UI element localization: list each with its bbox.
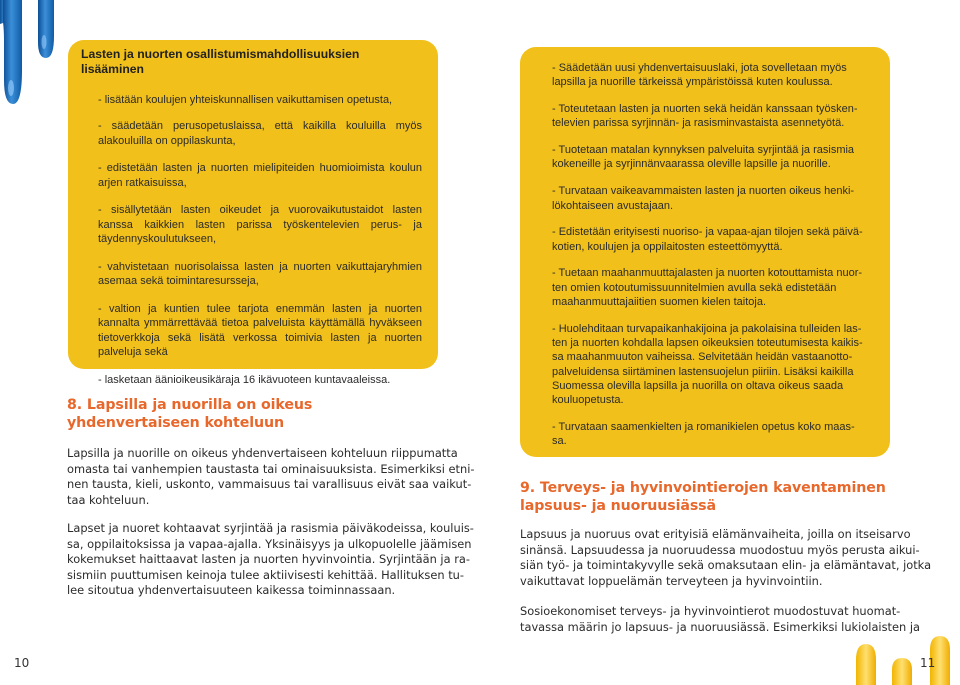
list-item: - vahvistetaan nuorisolaissa lasten ja nuorten vaikuttajaryhmien asemaa sekä toimintaresursseja, <box>98 260 422 288</box>
box-title: Lasten ja nuorten osallistumismahdollisuuksien lisääminen <box>81 47 360 76</box>
list-item: - lasketaan äänioikeusikäraja 16 ikävuoteen kuntavaaleissa. <box>98 373 391 386</box>
section-9-paragraph-2: Sosioekonomiset terveys- ja hyvinvointierot muodostuvat huomat- tavassa määrin jo lapsuus- ja nuoruusiässä. Esimerkiksi lukiolaisten ja <box>520 604 920 634</box>
list-item: - Tuetaan maahanmuuttajalasten ja nuorten kotouttamista nuor- ten omien kotoutumissuunnitelmien avulla sekä edistetään maahanmuuttajaiitien suomen kielen taitoja. <box>552 267 863 309</box>
blue-paint-drip-decoration <box>0 0 70 110</box>
page-number-left: 10 <box>14 656 30 670</box>
section-8-paragraph-1: Lapsilla ja nuorille on oikeus yhdenvertaiseen kohteluun riippumatta omasta tai vanhempien taustasta tai ominaisuuksista. Esimerkiksi etni- nen tausta, kieli, uskonto, vammaisuus tai varallisuus eivät saa vaikut- taa kohteluun. <box>67 446 475 507</box>
page-number-right: 11 <box>920 656 936 670</box>
list-item: - säädetään perusopetuslaissa, että kaikilla kouluilla myös alakouluilla on oppilaskunta, <box>98 120 422 147</box>
list-item: - Säädetään uusi yhdenvertaisuuslaki, jota sovelletaan myös lapsilla ja nuorille tärkeissä ympäristöissä kuten koulussa. <box>552 62 847 89</box>
list-item: - Turvataan vaikeavammaisten lasten ja nuorten oikeus henki- lökohtaiseen avustajaan. <box>552 185 855 212</box>
list-item: - Turvataan saamenkielten ja romanikielen opetus koko maas- sa. <box>552 421 855 448</box>
section-9-paragraph-1: Lapsuus ja nuoruus ovat erityisiä elämänvaiheita, joilla on itseisarvo sinänsä. Lapsuudessa ja nuoruudessa muodostuu myös perusta aikui- siän työ- ja toimintakyvylle sekä omaksutaan elin- ja elämäntavat, jotka vaikuttavat loppuelämän terveyteen ja hyvinvointiin. <box>520 527 932 588</box>
equality-measures-box <box>520 47 890 457</box>
list-item: - Huolehditaan turvapaikanhakijoina ja pakolaisina tulleiden las- ten ja nuorten kohdalla lapsen oikeuksien toteutumisesta kaikis- sa maahanmuuton vaiheissa. Selvitetään heidän vastaanotto- palveluidensa siirtäminen lastensuojelun piiriin. Lisäksi kaikilla Suomessa olevilla lapsilla ja nuorilla on oltava oikeus saada kouluopetusta. <box>552 322 863 407</box>
list-item: - Toteutetaan lasten ja nuorten sekä heidän kanssaan työsken- televien parissa syrjinnän- ja rasisminvastaista asennetyötä. <box>552 103 858 130</box>
section-8-heading: 8. Lapsilla ja nuorilla on oikeus yhdenvertaiseen kohteluun <box>67 397 313 431</box>
list-item: - valtion ja kuntien tulee tarjota enemmän lasten ja nuorten kannalta ymmärrettävää tietoa palveluista käyttämällä hyväkseen tietoverkkoja sekä lisätä verkossa toimivia lasten ja nuorten palveluja sekä <box>98 302 422 358</box>
list-item: - Edistetään erityisesti nuoriso- ja vapaa-ajan tilojen sekä päivä- kotien, koulujen ja oppilaitosten esteettömyyttä. <box>552 226 863 253</box>
section-9-heading: 9. Terveys- ja hyvinvointierojen kaventaminen lapsuus- ja nuoruusiässä <box>520 480 886 514</box>
participation-measures-box <box>68 40 438 386</box>
section-8-paragraph-2: Lapset ja nuoret kohtaavat syrjintää ja rasismia päiväkodeissa, kouluis- sa, oppilaitoksissa ja vapaa-ajalla. Yksinäisyys ja ulkopuolelle jäämisen kokemukset haittaavat lasten ja nuorten hyvinvointia. Syrjintään ja ra- sismiin puuttumisen keinoja tulee aktiivisesti kehittää. Hallituksen tu- lee sitoutua yhdenvertaisuuteen kaikessa toiminnassaan. <box>67 521 474 598</box>
list-item: - edistetään lasten ja nuorten mielipiteiden huomioimista koulun arjen ratkaisuissa, <box>98 162 422 189</box>
list-item: - Tuotetaan matalan kynnyksen palveluita syrjintää ja rasismia kokeneille ja syrjinnänvaarassa oleville lapsille ja nuorille. <box>552 144 855 171</box>
list-item: - sisällytetään lasten oikeudet ja vuorovaikutustaidot lasten kanssa kaikkien lasten parissa työskentelevien perus- ja täydennyskoulutukseen, <box>98 204 422 246</box>
list-item: - lisätään koulujen yhteiskunnallisen vaikuttamisen opetusta, <box>98 94 393 106</box>
yellow-paint-decoration <box>830 630 960 685</box>
